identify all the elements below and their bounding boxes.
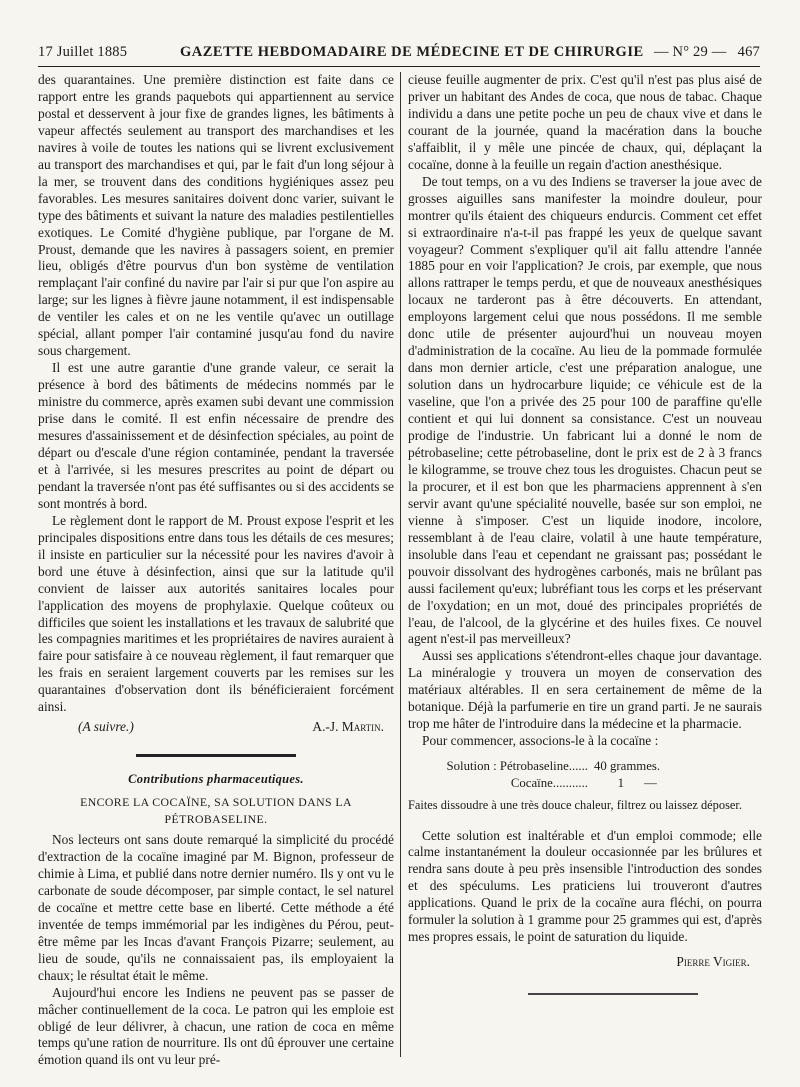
- column-divider: [400, 72, 401, 1057]
- right-column: [408, 72, 762, 995]
- paragraph: Il est une autre garantie d'une grande valeur, ce serait la présence à bord des bâtiments de médecins nommés par le ministre du commerce, après examen subi devant une commission prise dans le comité. Il est enfin nécessaire de prendre des mesures d'assainissement et de désinfection spéciales, au point de départ ou d'escale d'une région contaminée, pendant la traversée et à l'arrivée, si les mesures prescrites au point de départ ou pendant la traversée n'ont pas été suffisantes ou si des accidents se sont montrés à bord.: [38, 360, 394, 511]
- author-signature: A.-J. Martin.: [312, 719, 384, 735]
- running-header: [38, 44, 760, 64]
- header-rule: [38, 66, 760, 67]
- section-title: Contributions pharmaceutiques.: [128, 772, 304, 787]
- paragraph: Aussi ses applications s'étendront-elles chaque jour davantage. La minéralogie y trouvera un moyen de conservation des matériaux altérables. Il en sera certainement de même de la botanique. Déjà la parfumerie en tire un grand parti. Je ne saurais trop me hâter de l'introduire dans la médecine et la pharmacie.: [408, 648, 762, 732]
- journal-title: GAZETTE HEBDOMADAIRE DE MÉDECINE ET DE CHIRURGIE: [180, 44, 644, 60]
- paragraph: Pour commencer, associons-le à la cocaïne :: [422, 733, 659, 749]
- formula-row: [408, 758, 762, 775]
- author-signature: Pierre Vigier.: [676, 954, 750, 970]
- formula-label: Solution : Pétrobaseline......: [446, 759, 588, 774]
- header-date: 17 Juillet 1885: [38, 44, 128, 60]
- formula-unit: —: [644, 776, 657, 791]
- paragraph: des quarantaines. Une première distinction est faite dans ce rapport entre les grands paquebots qui appartiennent au service postal et desservent à jour fixe de grandes lignes, les bâtiments à vapeur affectés seulement au transport des marchandises et les navires à voile de toutes les nations qui se livrent exclusivement au transport des marchandises et qui, par le fait d'un long séjour à la mer, se trouvent dans des conditions hygiéniques assez peu favorables. Les mesures sanitaires doivent donc varier, suivant le type des bâtiments et suivant la nature des maladies pestilentielles exotiques. Le Comité d'hygiène publique, par l'organe de M. Proust, demande que les navires à passagers soient, en premier lieu, obligés d'être pourvus d'un bon système de ventilation remplaçant l'air confiné du navire par l'air si pur que l'on aspire au large; sur les lignes à fièvre jaune notamment, il est indispensable de ventiler les cales et on ne les ventile qu'avec un outillage spécial, allant pomper l'air contaminé jusqu'au fond du navire sous chargement.: [38, 72, 394, 359]
- article-title: ENCORE LA COCAÏNE, SA SOLUTION DANS LA PÉTROBASELINE.: [80, 795, 352, 827]
- formula-block: [408, 758, 762, 792]
- paragraph: Nos lecteurs ont sans doute remarqué la simplicité du procédé d'extraction de la cocaïne imaginé par M. Bignon, professeur de chimie à Lima, et publié dans notre dernier numéro. Ils y ont vu le carbonate de soude décomposer, par simple contact, le sel naturel de cocaïne et mettre cette base en liberté. Cette méthode a été inventée de temps immémorial par les indigènes du Pérou, peut-être même par les Incas d'avant François Pizarre; seulement, au lieu de soude, qu'ils ne connaissaient pas, ils employaient la chaux; le résultat était le même.: [38, 832, 394, 983]
- paragraph: De tout temps, on a vu des Indiens se traverser la joue avec de grosses aiguilles sans manifester la moindre douleur, pour montrer qu'ils étaient des chiqueurs endurcis. Comment cet effet si extraordinaire n'a-t-il pas frappé les yeux de quelque savant voyageur? Comment s'expliquer qu'il ait fallu attendre l'année 1885 pour en voir l'application? Je crois, par exemple, que nous allons rattraper le temps perdu, et que de nouveaux anesthésiques locaux ne tarderont pas à être découverts. En attendant, employons largement celui que nous possédons. Il me semble donc utile de présenter aujourd'hui un nouveau moyen d'administration de la cocaïne. Au lieu de la pommade formulée dans mon dernier article, c'est une préparation analogue, une solution dans un hydrocarbure liquide; ce véhicule est de la vaseline, que l'on a privée des 25 pour 100 de paraffine qu'elle contient et qui lui donnent sa consistance. C'est un nouveau prodige de l'industrie. Un fabricant lui a donné le nom de pétrobaseline; cette pétrobaseline, dont le prix est de 2 à 3 francs le kilogramme, se trouve chez tous les droguistes. Chacun peut se la procurer, et il est bon que les pharmaciens apprennent à s'en servir avant qu'une spécialité nouvelle, basée sur son emploi, ne vienne à s'imposer. C'est un liquide inodore, incolore, ressemblant à de l'eau claire, volatil à une haute température, insoluble dans l'eau et cependant ne graissant pas; possédant le pouvoir dissolvant des hydrogènes carbonés, mais ne brûlant pas aussi facilement qu'eux; lubréfiant tous les corps et les préservant de l'oxydation; en un mot, doué des principales propriétés de l'eau, de l'alcool, de la glycérine et des huiles fixes. Ce nouvel agent n'est-il pas merveilleux?: [408, 173, 762, 647]
- paragraph: cieuse feuille augmenter de prix. C'est qu'il n'est pas plus aisé de priver un habitant des Andes de coca, que nous de tabac. Chaque individu a dans une petite poche un peu de chaux vive et dans le courant de la journée, quand la macération dans la bouche s'affaiblit, il y mêle une pincée de chaux, qui, déplaçant la cocaïne, donne à la feuille un regain d'action anesthésique.: [408, 72, 762, 172]
- signature-row: [38, 719, 394, 736]
- issue-number: — N° 29 —: [654, 44, 727, 60]
- formula-row: [408, 775, 762, 792]
- paragraph: Aujourd'hui encore les Indiens ne peuvent pas se passer de mâcher continuellement de la coca. Le patron qui les emploie est obligé de leur délivrer, à chacun, une ration de coca en même temps qu'une ration de nourriture. Ils ont dû éprouver une certaine émotion quand ils ont vu leur pré-: [38, 984, 394, 1068]
- to-be-continued: (A suivre.): [78, 719, 134, 735]
- formula-quantity: 1: [617, 776, 624, 791]
- left-column: [38, 72, 394, 1069]
- formula-label: Cocaïne...........: [510, 776, 588, 791]
- end-rule: [528, 993, 698, 995]
- page-number: 467: [737, 44, 760, 60]
- preparation-note: Faites dissoudre à une très douce chaleur, filtrez ou laissez déposer.: [408, 798, 742, 813]
- formula-quantity: 40 grammes.: [594, 759, 661, 774]
- paragraph: Le règlement dont le rapport de M. Proust expose l'esprit et les principales dispositions entre dans tous les détails de ces mesures; il insiste en particulier sur la nécessité pour les navires d'avoir à bord une étuve à désinfection, ainsi que sur la latitude qu'il convient de laisser aux autorités sanitaires locales pour l'application des moyens de prophylaxie. Quelque coûteux ou difficiles que soient les installations et les travaux de salubrité que les compagnies maritimes et les propriétaires de navires auraient à faire pour satisfaire à ce nouveau règlement, il faut remarquer que les frais en seraient largement couverts par les remises sur les quarantaines d'observation dont ils bénéficieraient forcément ainsi.: [38, 512, 394, 715]
- paragraph: Cette solution est inaltérable et d'un emploi commode; elle calme instantanément la douleur occasionnée par les brûlures et rendra sans doute à peu près insensible l'introduction des sondes et des spéculums. Les praticiens lui trouveront d'autres applications. Quand le prix de la cocaïne aura fléchi, on pourra formuler la solution à 1 gramme pour 25 grammes qui est, d'après mes propres essais, le point de saturation du liquide.: [408, 827, 762, 945]
- section-divider: [136, 754, 296, 757]
